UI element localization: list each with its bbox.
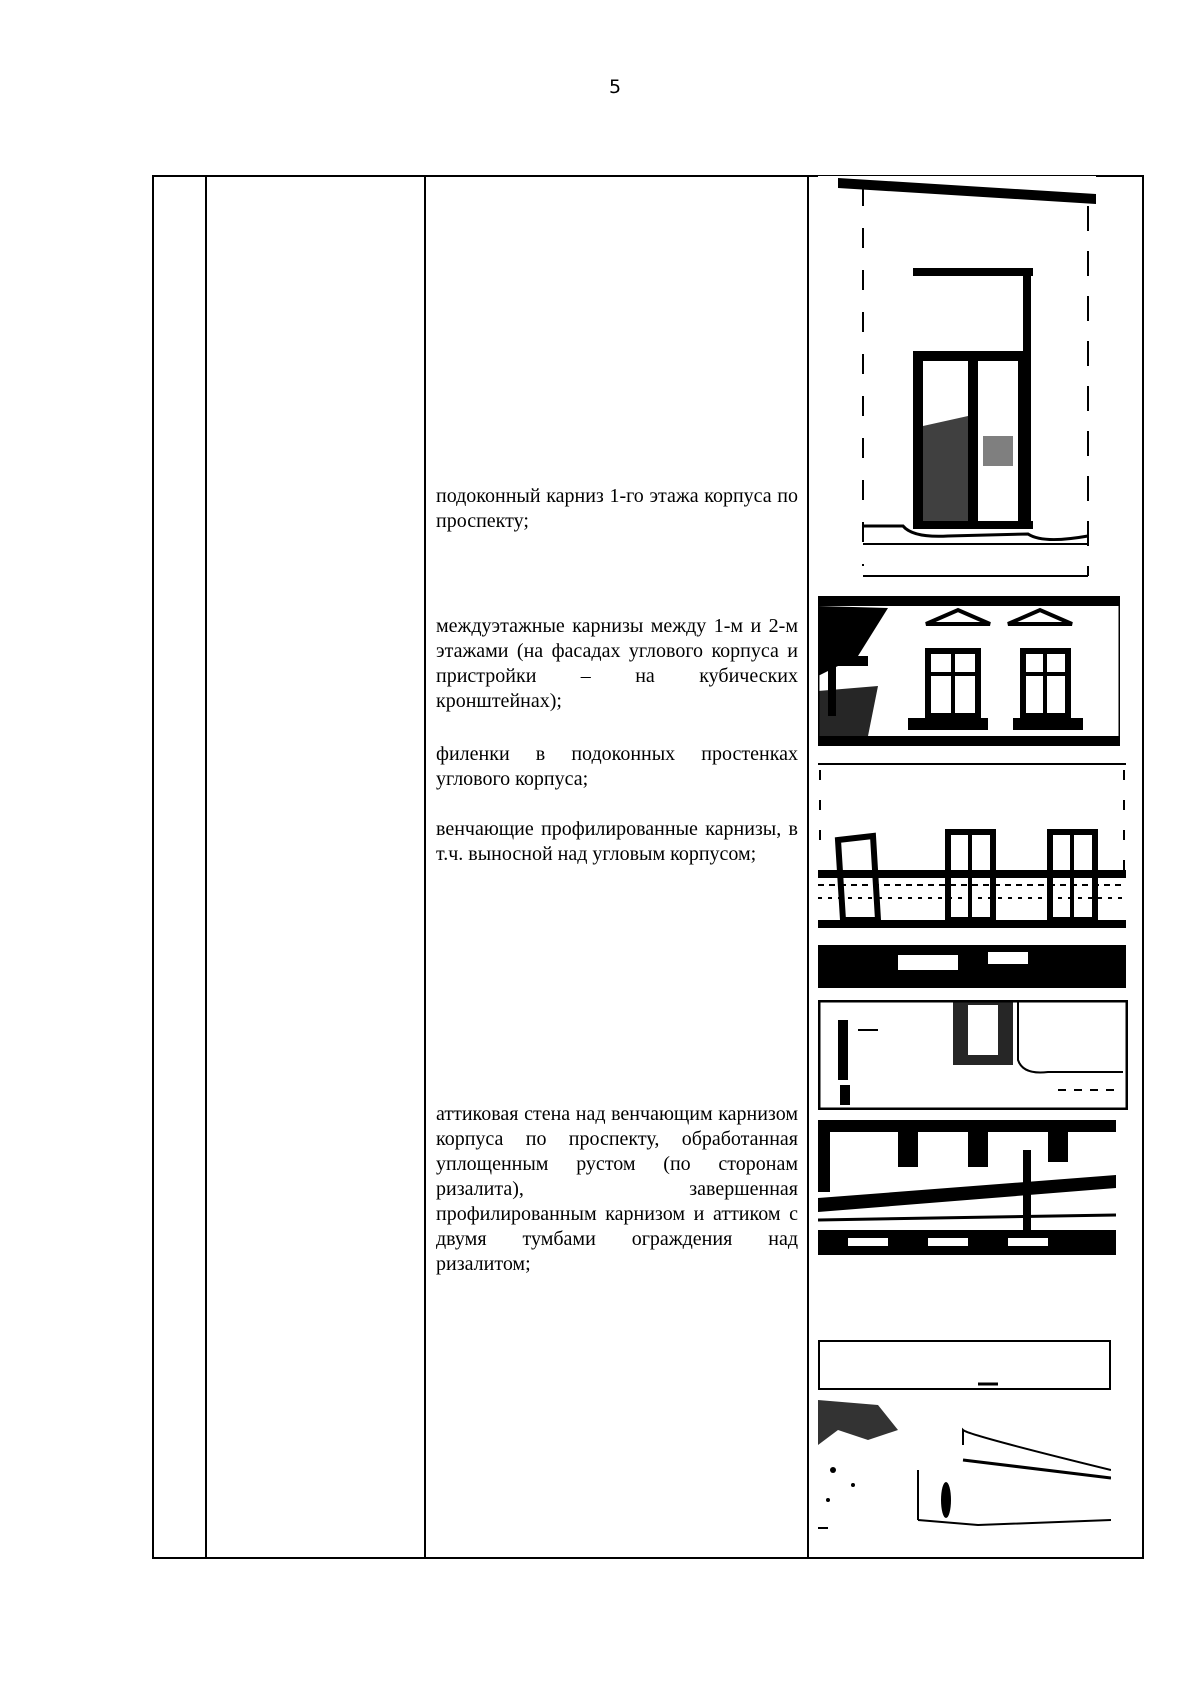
- page-number: 5: [608, 76, 622, 98]
- description-panels: филенки в подоконных простенках углового корпуса;: [436, 743, 798, 790]
- photo-interfloor-cornices: [818, 596, 1120, 746]
- photo-crowning-cornice: [818, 760, 1126, 988]
- photo-cornice-band: [818, 1340, 1111, 1390]
- column-divider-2: [424, 175, 426, 1559]
- photo-wall-fragment: [818, 1000, 1128, 1110]
- description-sill-cornice: подоконный карниз 1-го этажа корпуса по проспекту;: [436, 485, 798, 532]
- description-crowning-cornices: венчающие профилированные карнизы, в т.ч. выносной над угловым корпусом;: [436, 818, 798, 865]
- photo-weathered-fragment: [818, 1400, 1111, 1530]
- description-attic-wall: аттиковая стена над венчающим карнизом корпуса по проспекту, обработанная уплощенным рустом (по сторонам ризалита), завершенная профилированным карнизом и аттиком с двумя тумбами ограждения над ризалитом;: [436, 1103, 798, 1275]
- column-divider-3: [807, 175, 809, 1559]
- description-interfloor-cornices: междуэтажные карнизы между 1-м и 2-м этажами (на фасадах углового корпуса и пристройки – на кубических кронштейнах);: [436, 615, 798, 712]
- photo-attic-wall: [818, 1120, 1116, 1255]
- photo-window-sill-cornice: [818, 176, 1096, 584]
- column-divider-1: [205, 175, 207, 1559]
